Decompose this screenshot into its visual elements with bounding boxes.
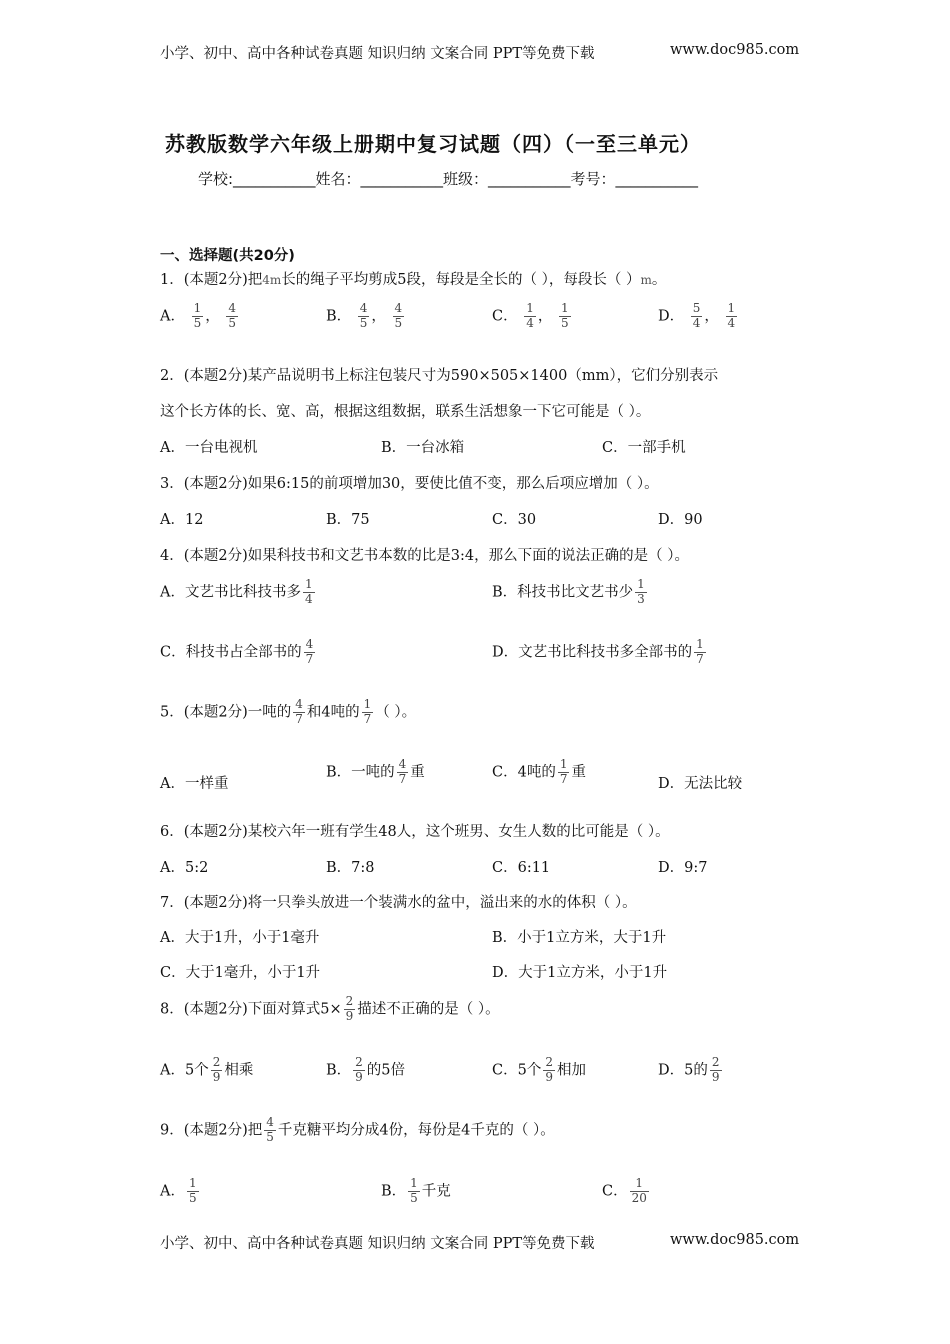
q6-option-b[interactable]: B．7:8 xyxy=(326,860,375,876)
q5-option-a[interactable]: A．一样重 xyxy=(160,776,229,792)
q7-option-a[interactable]: A．大于1升，小于1毫升 xyxy=(160,930,320,946)
footer-url: www.doc985.com xyxy=(670,1232,800,1248)
fraction xyxy=(192,302,204,331)
student-info-line: 学校:___________姓名：___________班级：___________考号：___________ xyxy=(198,170,699,188)
numerator: 4 xyxy=(228,301,236,315)
option-label: A． xyxy=(160,1183,185,1200)
numerator: 4 xyxy=(398,757,407,771)
q5-option-c[interactable] xyxy=(492,758,586,787)
denominator: 7 xyxy=(398,771,407,786)
denominator: 5 xyxy=(359,315,368,330)
option-suffix: 相乘 xyxy=(224,1062,254,1079)
numerator: 4 xyxy=(266,1115,274,1129)
option-label: B．科技书比文艺书少 xyxy=(492,584,634,601)
page-title: 苏教版数学六年级上册期中复习试题（四）（一至三单元） xyxy=(165,132,701,156)
numerator: 4 xyxy=(394,301,403,315)
fraction xyxy=(211,1056,223,1085)
fraction xyxy=(543,1056,555,1085)
question-2-line-1: 2．(本题2分)某产品说明书上标注包装尺寸为590×505×1400（mm），它们分别表示 xyxy=(160,368,719,384)
option-label: D．5的 xyxy=(658,1062,708,1079)
q8-option-b[interactable] xyxy=(326,1056,405,1085)
numerator: 1 xyxy=(526,301,534,315)
q4-option-d[interactable] xyxy=(492,638,708,667)
option-suffix: 的5倍 xyxy=(366,1062,406,1079)
denominator: 5 xyxy=(266,1129,274,1144)
numerator: 4 xyxy=(305,637,314,651)
fraction xyxy=(226,302,238,331)
option-label: A．5个 xyxy=(160,1062,209,1079)
denominator: 5 xyxy=(188,1190,197,1205)
fraction xyxy=(691,302,703,331)
denominator: 5 xyxy=(228,315,236,330)
q5-prefix: 5．(本题2分)一吨的 xyxy=(160,704,292,721)
option-label: D．文艺书比科技书多全部书的 xyxy=(492,644,693,661)
q9-end: 千克糖平均分成4份，每份是4千克的（ ）。 xyxy=(277,1122,555,1139)
option-label: B． xyxy=(326,1062,352,1079)
fraction xyxy=(635,578,647,607)
option-label: C．5个 xyxy=(492,1062,542,1079)
q6-option-d[interactable]: D．9:7 xyxy=(658,860,708,876)
q4-option-c[interactable] xyxy=(160,638,317,667)
option-label: A．文艺书比科技书多 xyxy=(160,584,301,601)
denominator: 3 xyxy=(637,591,645,606)
numerator: 1 xyxy=(696,637,704,651)
q6-option-c[interactable]: C．6:11 xyxy=(492,860,551,876)
header-left-text: 小学、初中、高中各种试卷真题 知识归纳 文案合同 PPT等免费下载 xyxy=(160,46,595,62)
q5-middle: 和4吨的 xyxy=(306,704,360,721)
option-suffix: 千克 xyxy=(421,1183,451,1200)
numerator: 1 xyxy=(727,301,736,315)
question-6: 6．(本题2分)某校六年一班有学生48人，这个班男、女生人数的比可能是（ ）。 xyxy=(160,824,670,840)
numerator: 1 xyxy=(304,577,313,591)
fraction xyxy=(710,1056,722,1085)
fraction xyxy=(303,578,315,607)
denominator: 4 xyxy=(526,315,534,330)
option-label: A． xyxy=(160,308,185,325)
numerator: 5 xyxy=(692,301,701,315)
fraction xyxy=(187,1177,199,1206)
q2-option-b[interactable]: B．一台冰箱 xyxy=(381,440,465,456)
denominator: 4 xyxy=(692,315,701,330)
option-suffix: 重 xyxy=(410,764,425,781)
q1-unit-length: 4m xyxy=(262,273,282,287)
option-label: B． xyxy=(326,308,352,325)
numerator: 2 xyxy=(345,994,354,1008)
option-label: C．科技书占全部书的 xyxy=(160,644,302,661)
q9-prefix: 9．(本题2分)把 xyxy=(160,1122,263,1139)
denominator: 9 xyxy=(355,1069,363,1084)
denominator: 9 xyxy=(711,1069,720,1084)
q1-option-b[interactable]: B． $\frac{4}{5}$ ， $\frac{4}{5}$ xyxy=(326,301,403,330)
fraction xyxy=(630,1177,649,1206)
numerator: 2 xyxy=(212,1055,221,1069)
denominator: 7 xyxy=(559,771,568,786)
q8-prefix: 8．(本题2分)下面对算式5× xyxy=(160,1001,342,1018)
q3-option-c[interactable]: C．30 xyxy=(492,512,537,528)
q8-option-c[interactable] xyxy=(492,1056,586,1085)
question-4: 4．(本题2分)如果科技书和文艺书本数的比是3:4，那么下面的说法正确的是（ ）。 xyxy=(160,548,689,564)
q5-end: （ ）。 xyxy=(375,704,417,721)
denominator: 7 xyxy=(305,651,314,666)
question-9 xyxy=(160,1116,555,1145)
question-1 xyxy=(160,268,666,289)
numerator: 1 xyxy=(410,1176,418,1190)
option-label: C． xyxy=(492,308,518,325)
numerator: 4 xyxy=(295,697,303,711)
denominator: 9 xyxy=(345,1008,354,1023)
q4-option-a[interactable] xyxy=(160,578,317,607)
q5-option-d[interactable]: D．无法比较 xyxy=(658,776,743,792)
denominator: 7 xyxy=(295,711,303,726)
q5-option-b[interactable] xyxy=(326,758,425,787)
option-label: D． xyxy=(658,308,685,325)
q8-option-a[interactable] xyxy=(160,1056,253,1085)
option-label: B． xyxy=(381,1183,407,1200)
fraction xyxy=(393,302,405,331)
denominator: 4 xyxy=(304,591,313,606)
q7-option-d[interactable]: D．大于1立方米，小于1升 xyxy=(492,965,668,981)
question-3: 3．(本题2分)如果6:15的前项增加30，要使比值不变，那么后项应增加（ ）。 xyxy=(160,476,659,492)
numerator: 2 xyxy=(711,1055,720,1069)
q1-prefix: 1．(本题2分)把 xyxy=(160,272,263,288)
fraction xyxy=(559,302,571,331)
q1-option-a[interactable]: A． $\frac{1}{5}$ ， $\frac{4}{5}$ xyxy=(160,301,236,330)
q9-option-b[interactable] xyxy=(381,1177,451,1206)
q1-unit-m: m xyxy=(640,273,652,287)
denominator: 4 xyxy=(727,315,736,330)
fraction xyxy=(358,302,370,331)
q2-option-a[interactable]: A．一台电视机 xyxy=(160,440,258,456)
fraction xyxy=(304,638,316,667)
numerator: 2 xyxy=(545,1055,553,1069)
fraction xyxy=(353,1056,365,1085)
numerator: 1 xyxy=(193,301,202,315)
denominator: 20 xyxy=(631,1190,647,1205)
q6-option-a[interactable]: A．5:2 xyxy=(160,860,209,876)
option-label: B．一吨的 xyxy=(326,764,395,781)
section-heading: 一、选择题(共20分) xyxy=(160,248,295,264)
fraction xyxy=(524,302,536,331)
numerator: 1 xyxy=(635,1176,644,1190)
fraction xyxy=(408,1177,420,1206)
question-2-line-2: 这个长方体的长、宽、高，根据这组数据，联系生活想象一下它可能是（ ）。 xyxy=(160,404,651,420)
q1-option-d[interactable]: D． $\frac{5}{4}$ ， $\frac{1}{4}$ xyxy=(658,301,736,330)
question-8 xyxy=(160,995,500,1024)
fraction xyxy=(362,698,374,727)
q8-option-d[interactable] xyxy=(658,1056,724,1085)
q3-option-b[interactable]: B．75 xyxy=(326,512,370,528)
fraction xyxy=(558,758,570,787)
q2-option-c[interactable]: C．一部手机 xyxy=(602,440,686,456)
q8-end: 描述不正确的是（ ）。 xyxy=(357,1001,500,1018)
option-suffix: 相加 xyxy=(556,1062,586,1079)
q1-end: 。 xyxy=(651,272,667,288)
q1-option-c[interactable]: C． $\frac{1}{4}$ ， $\frac{1}{5}$ xyxy=(492,301,569,330)
denominator: 5 xyxy=(193,315,202,330)
q3-option-a[interactable]: A．12 xyxy=(160,512,204,528)
question-5 xyxy=(160,698,416,727)
q9-option-c[interactable] xyxy=(602,1177,651,1206)
numerator: 1 xyxy=(188,1176,197,1190)
q7-option-c[interactable]: C．大于1毫升，小于1升 xyxy=(160,965,321,981)
fraction xyxy=(694,638,706,667)
denominator: 7 xyxy=(363,711,372,726)
fraction xyxy=(397,758,409,787)
denominator: 9 xyxy=(212,1069,221,1084)
numerator: 1 xyxy=(363,697,372,711)
numerator: 4 xyxy=(359,301,368,315)
denominator: 9 xyxy=(545,1069,553,1084)
numerator: 2 xyxy=(355,1055,363,1069)
header-url: www.doc985.com xyxy=(670,42,800,58)
question-7: 7．(本题2分)将一只拳头放进一个装满水的盆中，溢出来的水的体积（ ）。 xyxy=(160,895,637,911)
q3-option-d[interactable]: D．90 xyxy=(658,512,703,528)
denominator: 5 xyxy=(410,1190,418,1205)
numerator: 1 xyxy=(560,301,569,315)
numerator: 1 xyxy=(559,757,568,771)
denominator: 7 xyxy=(696,651,704,666)
denominator: 5 xyxy=(560,315,569,330)
option-label: C．4吨的 xyxy=(492,764,556,781)
option-suffix: 重 xyxy=(571,764,586,781)
q1-body: 长的绳子平均剪成5段，每段是全长的（ ），每段长（ ） xyxy=(281,272,641,288)
footer-left-text: 小学、初中、高中各种试卷真题 知识归纳 文案合同 PPT等免费下载 xyxy=(160,1236,595,1252)
fraction xyxy=(293,698,305,727)
option-label: C． xyxy=(602,1183,628,1200)
q7-option-b[interactable]: B．小于1立方米，大于1升 xyxy=(492,930,667,946)
denominator: 5 xyxy=(394,315,403,330)
fraction xyxy=(726,302,738,331)
numerator: 1 xyxy=(637,577,645,591)
q9-option-a[interactable] xyxy=(160,1177,201,1206)
fraction xyxy=(344,995,356,1024)
fraction xyxy=(264,1116,276,1145)
q4-option-b[interactable] xyxy=(492,578,649,607)
